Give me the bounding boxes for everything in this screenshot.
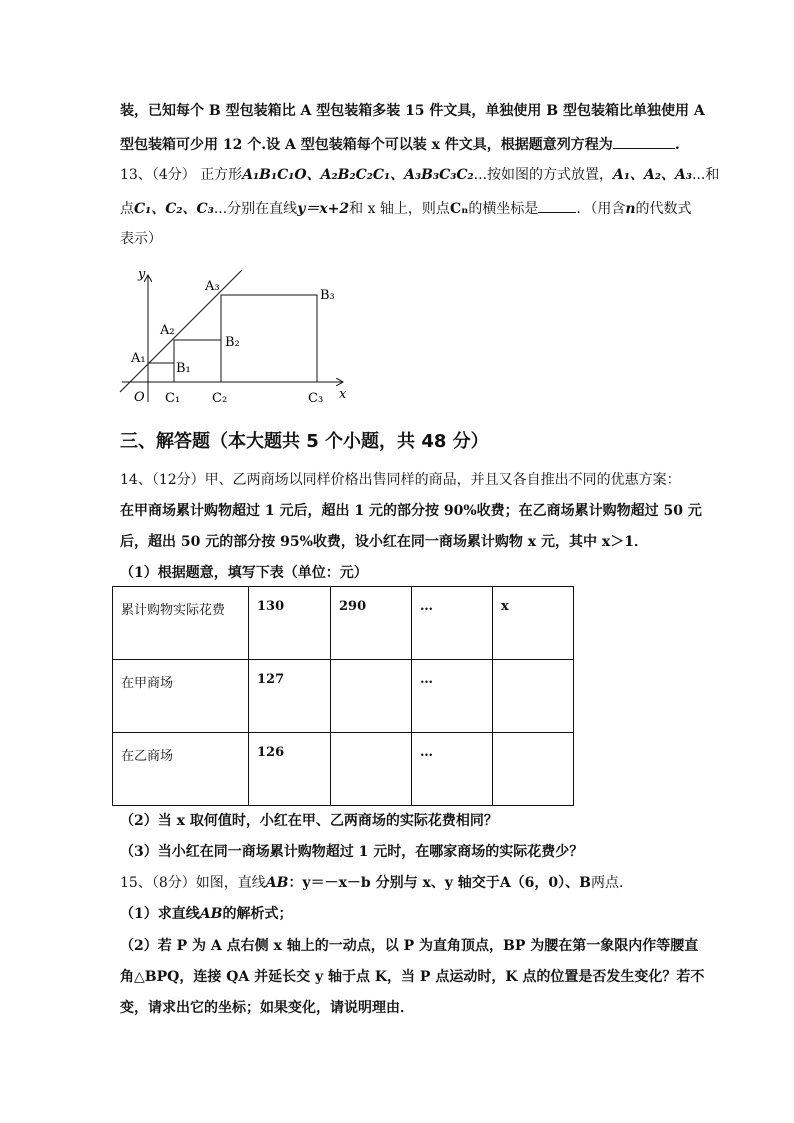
table-row [113, 587, 574, 660]
q12-line2-text: 型包装箱可少用 12 个.设 A 型包装箱每个可以装 x 件文具，根据题意列方程为 [120, 137, 613, 153]
q15-part2-line2: 角△BPQ，连接 QA 并延长交 y 轴于点 K，当 P 点运动时，K 点的位置是否发生变化？若不 [120, 969, 705, 985]
label-c2: C₂ [212, 391, 228, 406]
q15-equation: ：y＝－x－b 分别与 x、y 轴交于 [288, 875, 500, 891]
table-cell: 130 [249, 587, 331, 660]
q13-figure [110, 262, 360, 412]
square-1 [148, 363, 174, 382]
table-cell: 127 [249, 660, 331, 733]
label-b2: B₂ [225, 335, 240, 350]
label-b1: B₁ [176, 361, 191, 376]
label-a3: A₃ [205, 279, 220, 294]
q13-text: ...和 [691, 167, 720, 183]
q13-point-cn: Cₙ [449, 201, 469, 217]
q12-line2-end: . [674, 137, 680, 153]
q13-n: n [625, 201, 636, 217]
q13-answer-blank [538, 197, 576, 213]
q15-part1-ab: AB [199, 906, 223, 922]
q13-line2 [120, 197, 692, 219]
q14-line1: 14、（12分）甲、乙两商场以同样价格出售同样的商品，并且又各自推出不同的优惠方案： [120, 472, 681, 488]
table-cell [331, 660, 412, 733]
label-o: O [134, 390, 145, 405]
table-cell: 在甲商场 [113, 660, 249, 733]
label-b3: B₃ [320, 288, 335, 303]
table-cell [493, 660, 574, 733]
q15-points: A（6，0）、B [499, 875, 591, 891]
label-c3: C₃ [308, 391, 324, 406]
q13-text: ．（用含 [576, 201, 626, 217]
q15-text: 的解析式； [222, 906, 293, 922]
q14-part3: （3）当小红在同一商场累计购物超过 1 元时，在哪家商场的实际花费少？ [120, 844, 584, 860]
table-cell: x [493, 587, 574, 660]
q13-text: 的横坐标是 [468, 201, 539, 217]
label-y: y [138, 267, 146, 282]
q13-text: 点 [120, 201, 134, 217]
table-cell [331, 733, 412, 806]
q14-part2: （2）当 x 取何值时，小红在甲、乙两商场的实际花费相同？ [120, 813, 498, 829]
table-cell [493, 733, 574, 806]
section-3-heading: 三、解答题（本大题共 5 个小题，共 48 分） [120, 431, 489, 452]
q13-number: 13、（4分） [120, 167, 196, 183]
label-a1: A₁ [131, 351, 146, 366]
q14-part1: （1）根据题意，填写下表（单位：元） [120, 565, 368, 581]
q13-text: ...按如图的方式放置， [473, 167, 613, 183]
label-x: x [339, 387, 347, 402]
q15-text: 15、（8分）如图，直线 [120, 875, 266, 891]
table-row [113, 660, 574, 733]
q15-part2-line1: （2）若 P 为 A 点右侧 x 轴上的一动点，以 P 为直角顶点，BP 为腰在第一象限内作等腰直 [120, 938, 699, 954]
q14-fill-table [112, 586, 574, 806]
q13-text: 正方形 [200, 167, 243, 183]
q13-line3: 表示） [120, 231, 162, 247]
q13-points-a: A₁、A₂、A₃ [613, 167, 692, 183]
table-cell: 在乙商场 [113, 733, 249, 806]
table-cell: … [412, 660, 493, 733]
q15-part2-line3: 变，请求出它的坐标；如果变化，请说明理由． [120, 1000, 414, 1016]
q15-line-ab: AB [265, 875, 289, 891]
q13-points-c: C₁、C₂、C₃ [134, 201, 214, 217]
q15-line1 [120, 873, 633, 893]
q14-line3: 后，超出 50 元的部分按 95%收费，设小红在同一商场累计购物 x 元，其中 x＞1． [120, 534, 648, 550]
q13-squares: A₁B₁C₁O、A₂B₂C₂C₁、A₃B₃C₃C₂ [242, 167, 474, 183]
q13-text: 和 x 轴上，则点 [349, 201, 450, 217]
q15-text: （1）求直线 [120, 906, 200, 922]
q15-part1 [120, 904, 292, 924]
table-cell: … [412, 733, 493, 806]
table-row [113, 733, 574, 806]
q13-text: 的代数式 [635, 201, 692, 217]
q12-answer-blank [613, 133, 675, 149]
label-c1: C₁ [165, 391, 181, 406]
q13-text: ...分别在直线 [213, 201, 298, 217]
table-cell: … [412, 587, 493, 660]
table-cell: 290 [331, 587, 412, 660]
label-a2: A₂ [160, 323, 175, 338]
q12-line2 [120, 133, 680, 155]
q14-line2: 在甲商场累计购物超过 1 元后，超出 1 元的部分按 90%收费；在乙商场累计购物超过 50 元 [120, 503, 702, 519]
q15-text: 两点． [591, 875, 633, 891]
q13-line-equation: y＝x+2 [297, 201, 350, 217]
table-cell: 126 [249, 733, 331, 806]
table-cell: 累计购物实际花费 [113, 587, 249, 660]
q13-line1 [120, 165, 719, 185]
q12-line1: 装，已知每个 B 型包装箱比 A 型包装箱多装 15 件文具，单独使用 B 型包装箱比单独使用 A [120, 103, 705, 119]
